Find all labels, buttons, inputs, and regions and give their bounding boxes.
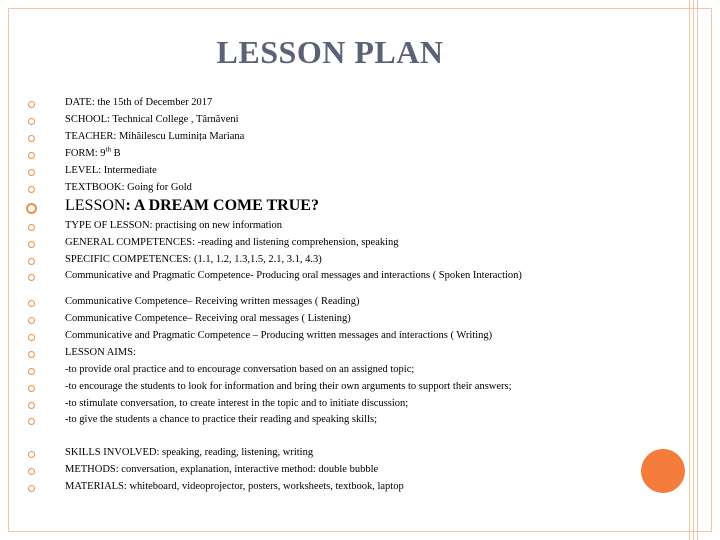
list-item-text: MATERIALS: whiteboard, videoprojector, posters, worksheets, textbook, laptop — [65, 481, 404, 492]
circle-bullet-icon — [28, 418, 35, 425]
right-border-stripe — [689, 0, 690, 540]
form-class: B — [111, 148, 121, 159]
circle-bullet-icon — [28, 186, 35, 193]
list-item — [44, 414, 624, 426]
list-item-text: SPECIFIC COMPETENCES: (1.1, 1.2, 1.3,1.5, 2.1, 3.1, 4.3) — [65, 254, 322, 265]
list-item — [44, 97, 624, 109]
list-item-text: Communicative and Pragmatic Competence – Producing written messages and interactions ( Writing) — [65, 330, 493, 341]
list-item-text: METHODS: conversation, explanation, interactive method: double bubble — [65, 464, 379, 475]
circle-bullet-icon — [28, 169, 35, 176]
list-item-text: -to encourage the students to look for information and bring their own arguments to support their answers; — [65, 381, 512, 392]
list-item-text: Communicative and Pragmatic Competence- Producing oral messages and interactions ( Spoken Interaction) — [65, 270, 522, 281]
list-item — [44, 182, 624, 194]
list-item — [44, 254, 624, 266]
circle-bullet-icon — [28, 468, 35, 475]
lesson-name: : A DREAM COME TRUE? — [125, 197, 319, 214]
circle-bullet-icon — [28, 258, 35, 265]
list-item-text: LEVEL: Intermediate — [65, 165, 157, 176]
circle-bullet-icon — [28, 118, 35, 125]
list-item — [44, 381, 624, 393]
circle-bullet-icon — [28, 351, 35, 358]
form-text: FORM: 9 — [65, 148, 106, 159]
list-item — [44, 237, 624, 249]
list-item — [44, 481, 624, 493]
list-item — [44, 313, 624, 325]
list-item — [44, 296, 624, 308]
list-item-text: SKILLS INVOLVED: speaking, reading, listening, writing — [65, 447, 314, 458]
list-item-text: TYPE OF LESSON: practising on new information — [65, 220, 282, 231]
circle-bullet-icon — [28, 101, 35, 108]
form-ordinal-suffix: th — [105, 145, 112, 154]
list-item-text: TEACHER: Mihăilescu Luminița Mariana — [65, 131, 245, 142]
list-item-text: GENERAL COMPETENCES: -reading and listening comprehension, speaking — [65, 237, 399, 248]
list-item-text: LESSON AIMS: — [65, 347, 136, 358]
list-item-text: DATE: the 15th of December 2017 — [65, 97, 213, 108]
list-item — [44, 398, 624, 410]
circle-bullet-icon — [28, 385, 35, 392]
list-item-text: TEXTBOOK: Going for Gold — [65, 182, 192, 193]
circle-bullet-icon — [28, 451, 35, 458]
circle-bullet-icon — [28, 135, 35, 142]
list-item — [44, 330, 624, 342]
circle-bullet-icon — [28, 334, 35, 341]
list-item — [44, 165, 624, 177]
list-item — [44, 364, 624, 376]
list-item-text — [65, 145, 624, 160]
list-item — [44, 347, 624, 359]
list-item-text: SCHOOL: Technical College , Târnăveni — [65, 114, 239, 125]
circle-bullet-icon — [28, 241, 35, 248]
list-item — [44, 114, 624, 126]
list-item — [44, 131, 624, 143]
list-item — [44, 145, 624, 160]
list-item-text: Communicative Competence– Receiving written messages ( Reading) — [65, 296, 360, 307]
right-border-stripe — [693, 0, 694, 540]
list-item-text: Communicative Competence– Receiving oral messages ( Listening) — [65, 313, 351, 324]
circle-bullet-icon — [28, 224, 35, 231]
list-item — [44, 220, 624, 232]
list-item-text: -to give the students a chance to practice their reading and speaking skills; — [65, 414, 377, 425]
circle-bullet-icon — [28, 485, 35, 492]
list-item-text: -to provide oral practice and to encourage conversation based on an assigned topic; — [65, 364, 415, 375]
right-border-stripe — [697, 0, 698, 540]
lesson-title — [65, 197, 624, 215]
circle-bullet-icon — [28, 317, 35, 324]
list-item — [44, 447, 624, 459]
circle-bullet-icon — [28, 152, 35, 159]
decorative-circle — [641, 449, 685, 493]
circle-bullet-icon — [28, 274, 35, 281]
circle-bullet-icon — [28, 402, 35, 409]
lesson-label: LESSON — [65, 197, 126, 214]
list-item — [44, 270, 624, 282]
circle-bullet-icon — [28, 300, 35, 307]
page-title: LESSON PLAN — [216, 34, 444, 70]
list-item — [44, 464, 624, 476]
list-item-lesson — [44, 197, 624, 215]
circle-bullet-icon — [26, 203, 37, 214]
list-item-text: -to stimulate conversation, to create interest in the topic and to initiate discussion; — [65, 398, 409, 409]
circle-bullet-icon — [28, 368, 35, 375]
